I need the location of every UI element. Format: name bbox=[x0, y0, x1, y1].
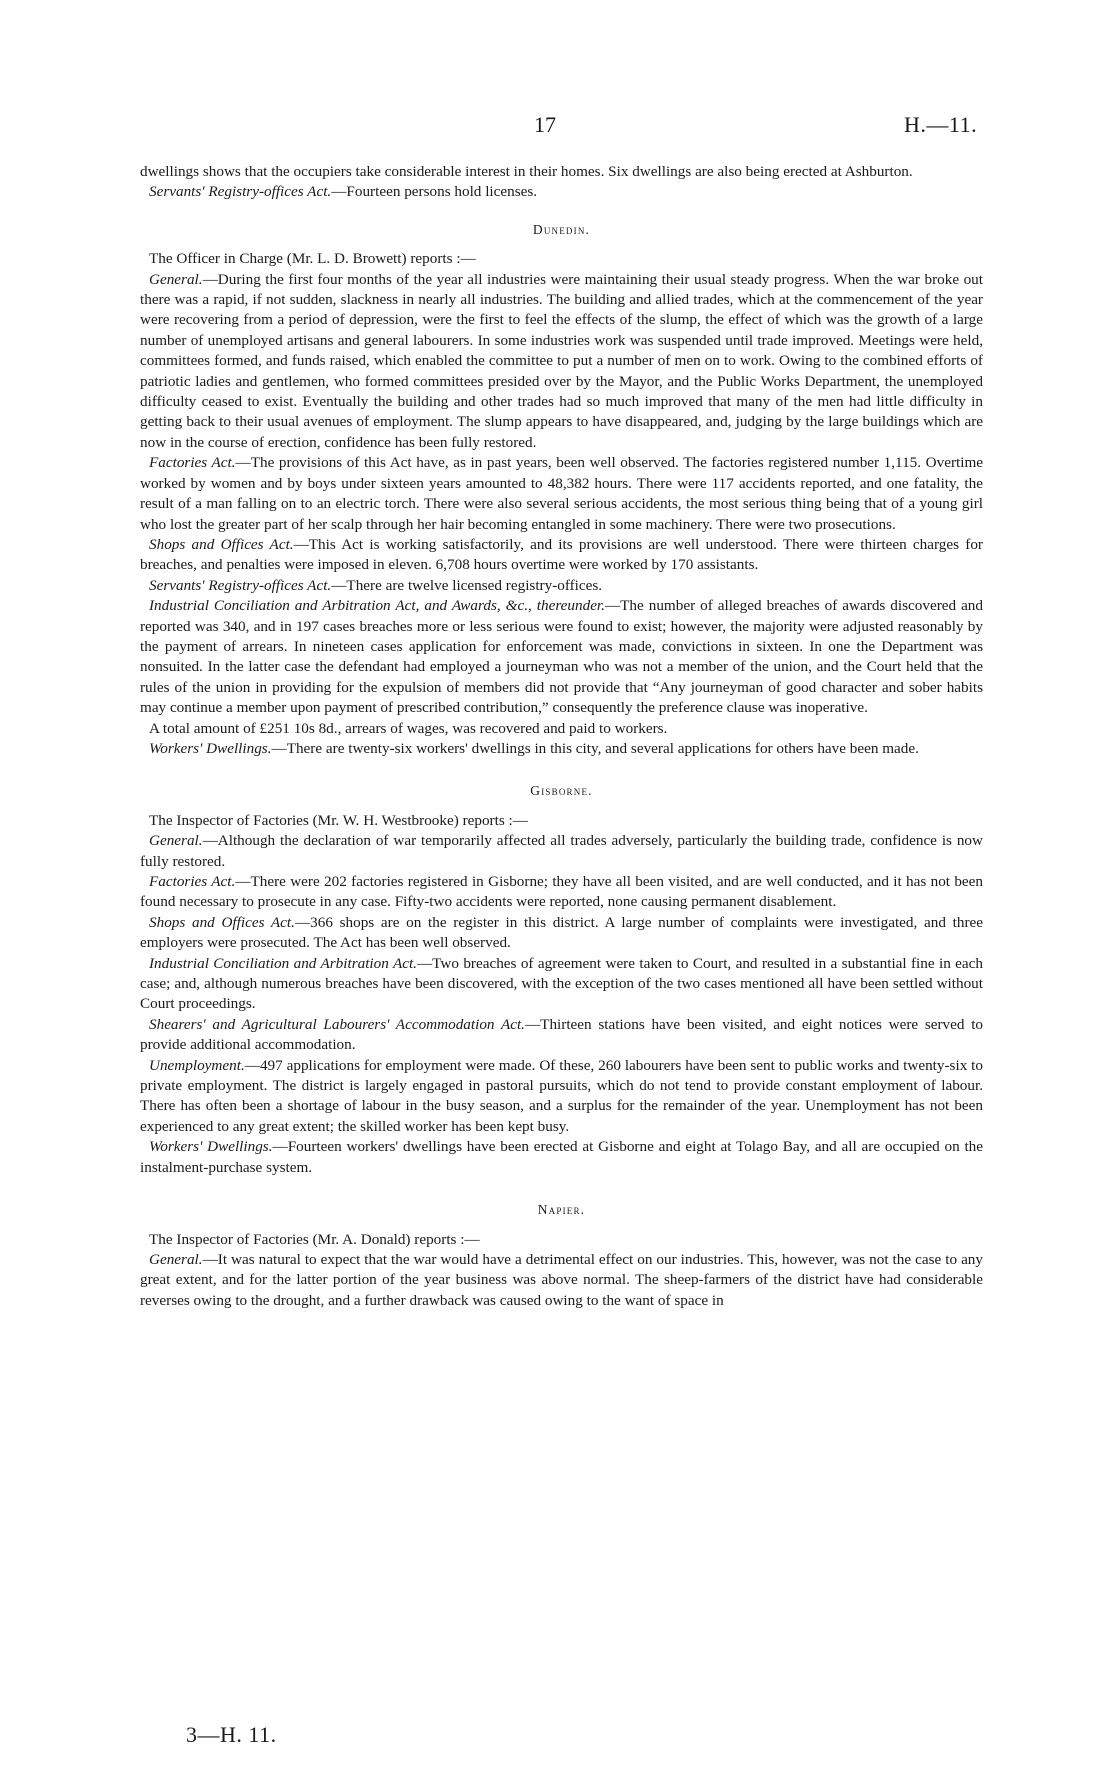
napier-reporter: The Inspector of Factories (Mr. A. Donald) reports :— bbox=[149, 1230, 480, 1248]
gisborne-general-heading: General. bbox=[149, 832, 203, 850]
gisborne-shops-heading: Shops and Offices Act. bbox=[149, 913, 295, 931]
dunedin-shops-text: —This Act is working satisfactorily, and its provisions are well understood. There were thirteen charges for breaches, and penalties were imposed in eleven. 6,708 hours overtime were worked by 170 assistants. bbox=[140, 535, 983, 574]
gisborne-unemployment-text: —497 applications for employment were made. Of these, 260 labourers have been sent to public works and twenty-six to private employment. The district is largely engaged in pastoral pursuits, which do not tend to provide constant employment of labour. There has often been a shortage of labour in the busy season, and a surplus for the remainder of the year. Unemployment has not been experienced to any great extent; the skilled worker has been kept busy. bbox=[140, 1056, 983, 1135]
gisborne-general-paragraph bbox=[140, 831, 983, 872]
dunedin-shops-heading: Shops and Offices Act. bbox=[149, 535, 294, 553]
ashburton-servants-heading: Servants' Registry-offices Act. bbox=[149, 183, 332, 201]
ashburton-servants-text: —Fourteen persons hold licenses. bbox=[331, 183, 538, 201]
gisborne-shearers-text: —Thirteen stations have been visited, and eight notices were served to provide additional accommodation. bbox=[140, 1015, 984, 1054]
gisborne-workers-paragraph bbox=[140, 1137, 983, 1178]
document-reference: H.—11. bbox=[904, 112, 978, 137]
dunedin-general-paragraph bbox=[140, 270, 983, 454]
page-number: 17 bbox=[534, 112, 556, 137]
gisborne-heading: Gisborne. bbox=[530, 783, 593, 799]
gisborne-factories-text: —There were 202 factories registered in Gisborne; they have all been visited, and are well conducted, and it has not been found necessary to prosecute in any case. Fifty-two accidents were reported, none causing permanent disablement. bbox=[140, 873, 983, 911]
dunedin-wages-paragraph: A total amount of £251 10s 8d., arrears of wages, was recovered and paid to workers. bbox=[149, 719, 668, 737]
gisborne-ica-text: —Two breaches of agreement were taken to Court, and resulted in a substantial fine in each case; and, although numerous breaches have been discovered, with the exception of the two cases mentioned all have been settled without Court proceedings. bbox=[140, 954, 983, 1013]
dunedin-reporter: The Officer in Charge (Mr. L. D. Browett) reports :— bbox=[149, 250, 476, 268]
report-body bbox=[140, 162, 983, 1311]
gisborne-reporter: The Inspector of Factories (Mr. W. H. Westbrooke) reports :— bbox=[149, 811, 528, 829]
dunedin-servants-paragraph bbox=[140, 576, 983, 596]
gisborne-workers-heading: Workers' Dwellings. bbox=[149, 1138, 273, 1156]
page-header bbox=[0, 112, 1114, 142]
gisborne-unemployment-heading: Unemployment. bbox=[149, 1056, 245, 1074]
dunedin-factories-heading: Factories Act. bbox=[149, 454, 236, 472]
gisborne-shearers-heading: Shearers' and Agricultural Labourers' Accommodation Act. bbox=[149, 1015, 525, 1033]
napier-general-text: —It was natural to expect that the war would have a detrimental effect on our industries. This, however, was not the case to any great extent, and for the latter portion of the year business was above normal. The sheep-farmers of the district have had considerable reverses owing to the drought, and a further drawback was caused owing to the want of space in bbox=[140, 1250, 983, 1309]
dunedin-workers-text: —There are twenty-six workers' dwellings in this city, and several applications for others have been made. bbox=[271, 739, 919, 757]
signature-mark: 3—H. 11. bbox=[186, 1722, 277, 1747]
dunedin-general-heading: General. bbox=[149, 270, 203, 288]
dunedin-factories-paragraph bbox=[140, 453, 983, 535]
dunedin-heading: Dunedin. bbox=[532, 221, 591, 237]
dunedin-ica-heading: Industrial Conciliation and Arbitration Act, and Awards, &c., thereunder. bbox=[149, 597, 605, 615]
gisborne-factories-paragraph bbox=[140, 872, 983, 913]
dunedin-factories-text: —The provisions of this Act have, as in past years, been well observed. The factories registered number 1,115. Overtime worked by women and by boys under sixteen years amounted to 48,382 hours. There were 117 accidents reported, and one fatality, the result of a man falling on to an electric torch. There were also several serious accidents, the most serious thing being that of a young girl who lost the greater part of her scalp through her hair becoming entangled in some machinery. There were two prosecutions. bbox=[140, 454, 983, 533]
gisborne-shops-paragraph bbox=[140, 913, 983, 954]
dunedin-ica-paragraph bbox=[140, 596, 983, 718]
dunedin-shops-paragraph bbox=[140, 535, 983, 576]
dunedin-general-text: —During the first four months of the year all industries were maintaining their usual steady progress. When the war broke out there was a rapid, if not sudden, slackness in nearly all industries. The building and allied trades, which at the commencement of the year were recovering from a period of depression, were the first to feel the effects of the slump, the effect of which was the growth of a large number of unemployed artisans and general labourers. In some industries work was suspended until trade improved. Meetings were held, committees formed, and funds raised, which enabled the committee to put a number of men on to work. Owing to the combined efforts of patriotic ladies and gentlemen, who formed committees presided over by the Mayor, and the Public Works Department, the unemployed difficulty ceased to exist. Eventually the building and other trades had so much improved that many of the men had little difficulty in getting back to their usual avenues of employment. The slump appears to have disappeared, and, judging by the large buildings which are now in the course of erection, confidence has been fully restored. bbox=[140, 270, 983, 451]
gisborne-shearers-paragraph bbox=[140, 1015, 983, 1056]
dunedin-servants-heading: Servants' Registry-offices Act. bbox=[149, 576, 332, 594]
gisborne-factories-heading: Factories Act. bbox=[149, 873, 236, 890]
gisborne-ica-heading: Industrial Conciliation and Arbitration Act. bbox=[149, 954, 417, 972]
dunedin-workers-heading: Workers' Dwellings. bbox=[149, 739, 272, 757]
dunedin-servants-text: —There are twelve licensed registry-offices. bbox=[331, 576, 603, 594]
napier-general-paragraph bbox=[140, 1250, 983, 1311]
gisborne-shops-text: —366 shops are on the register in this district. A large number of complaints were investigated, and three employers were prosecuted. The Act has been well observed. bbox=[140, 913, 983, 952]
dunedin-ica-text: —The number of alleged breaches of awards discovered and reported was 340, and in 197 cases breaches more or less serious were found to exist; however, the majority were adjusted reasonably by the payment of arrears. In nineteen cases application for enforcement was made, convictions in sixteen. In one the Department was nonsuited. In the latter case the defendant had employed a journeyman who was not a member of the union, and the Court held that the rules of the union in providing for the expulsion of members did not provide that “Any journeyman of good character and sober habits may continue a member upon payment of prescribed contribution,” consequently the preference clause was inoperative. bbox=[140, 597, 983, 717]
gisborne-unemployment-paragraph bbox=[140, 1056, 983, 1138]
napier-general-heading: General. bbox=[149, 1250, 203, 1268]
gisborne-ica-paragraph bbox=[140, 954, 983, 1015]
dunedin-workers-paragraph bbox=[140, 739, 983, 759]
ashburton-servants-paragraph bbox=[140, 182, 983, 202]
gisborne-workers-text: —Fourteen workers' dwellings have been erected at Gisborne and eight at Tolago Bay, and all are occupied on the instalment-purchase system. bbox=[140, 1138, 984, 1176]
gisborne-general-text: —Although the declaration of war temporarily affected all trades adversely, particularly the building trade, confidence is now fully restored. bbox=[140, 832, 983, 870]
napier-heading: Napier. bbox=[537, 1202, 586, 1218]
continuation-paragraph: dwellings shows that the occupiers take considerable interest in their homes. Six dwellings are also being erected at Ashburton. bbox=[140, 163, 913, 180]
